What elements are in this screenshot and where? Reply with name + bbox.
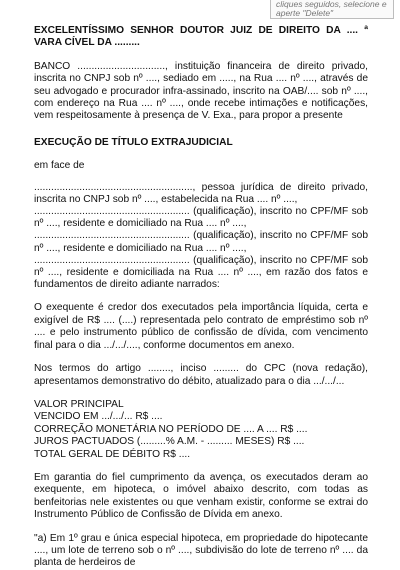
petition-heading: EXCELENTÍSSIMO SENHOR DOUTOR JUIZ DE DIREITO DA .... ª VARA CÍVEL DA ......... — [34, 25, 368, 49]
petition-body — [34, 25, 368, 570]
statement-paragraph: Nos termos do artigo ........, inciso ......... do CPC (nova redação), apresentamos demonstrativo do débito, atualizado para o dia .../.../... — [34, 363, 368, 387]
credit-paragraph: O exequente é credor dos executados pela importância líquida, certa e exigível de R$ .... (....) representada pelo contrato de empréstimo sob nº .... e pelo instrumento público de confissão de dívida, com vencimento final para o dia .../.../...., conforme documentos em anexo. — [34, 302, 368, 351]
parties-block — [34, 182, 368, 292]
party-item: ........................................................, pessoa jurídica de direito privado, inscrita no CNPJ sob nº ...., estabelecida na Rua .... nº ...., — [34, 181, 368, 205]
debt-values-block — [34, 399, 368, 461]
debt-value-line: JUROS PACTUADOS (.........% A.M. - ......... MESES) R$ .... — [34, 436, 305, 448]
party-item: ....................................................... (qualificação), inscrito no CPF/MF sob nº ...., residente e domiciliado na Rua .... nº ...., — [34, 230, 368, 254]
intro-paragraph: BANCO ..............................., instituição financeira de direito privado, inscrita no CNPJ sob nº ...., sediado em ....., na Rua .... nº ...., através de seu advogado e procurador infra-assinado, inscrito na OAB/.... sob nº ...., com endereço na Rua .... nº ...., onde recebe intimações e notificações, vem respeitosamente à presença de V. Exa., para propor a presente — [34, 60, 368, 122]
debt-value-line: VALOR PRINCIPAL — [34, 398, 124, 410]
em-face-label: em face de — [34, 160, 85, 172]
debt-value-line: TOTAL GERAL DE DÉBITO R$ .... — [34, 448, 191, 460]
instruction-note: cliques seguidos, selecione e aperte "Delete" — [270, 0, 394, 19]
party-item: ....................................................... (qualificação), inscrito no CPF/MF sob nº ...., residente e domiciliado na Rua .... nº ...., — [34, 206, 368, 230]
section-title: EXECUÇÃO DE TÍTULO EXTRAJUDICIAL — [34, 136, 233, 148]
mortgage-paragraph: "a) Em 1º grau e única especial hipoteca, em propriedade do hipotecante ...., um lote de terreno sob o nº ...., subdivisão do lote de terreno nº .... da planta de herdeiros de — [34, 532, 368, 569]
party-item: ....................................................... (qualificação), inscrito no CPF/MF sob nº ...., residente e domiciliada na Rua .... nº ...., em razão dos fatos e fundamentos de direito adiante narrados: — [34, 254, 368, 291]
guarantee-paragraph: Em garantia do fiel cumprimento da avença, os executados deram ao exequente, em hipoteca, o imóvel abaixo descrito, com todas as benfeitorias nele existentes ou que venham existir, conforme se extrai do Instrumento Público de Confissão de Dívida em anexo. — [34, 471, 368, 521]
debt-value-line: VENCIDO EM .../.../... R$ .... — [34, 411, 163, 423]
debt-value-line: CORREÇÃO MONETÁRIA NO PERÍODO DE .... A .... R$ .... — [34, 423, 308, 435]
